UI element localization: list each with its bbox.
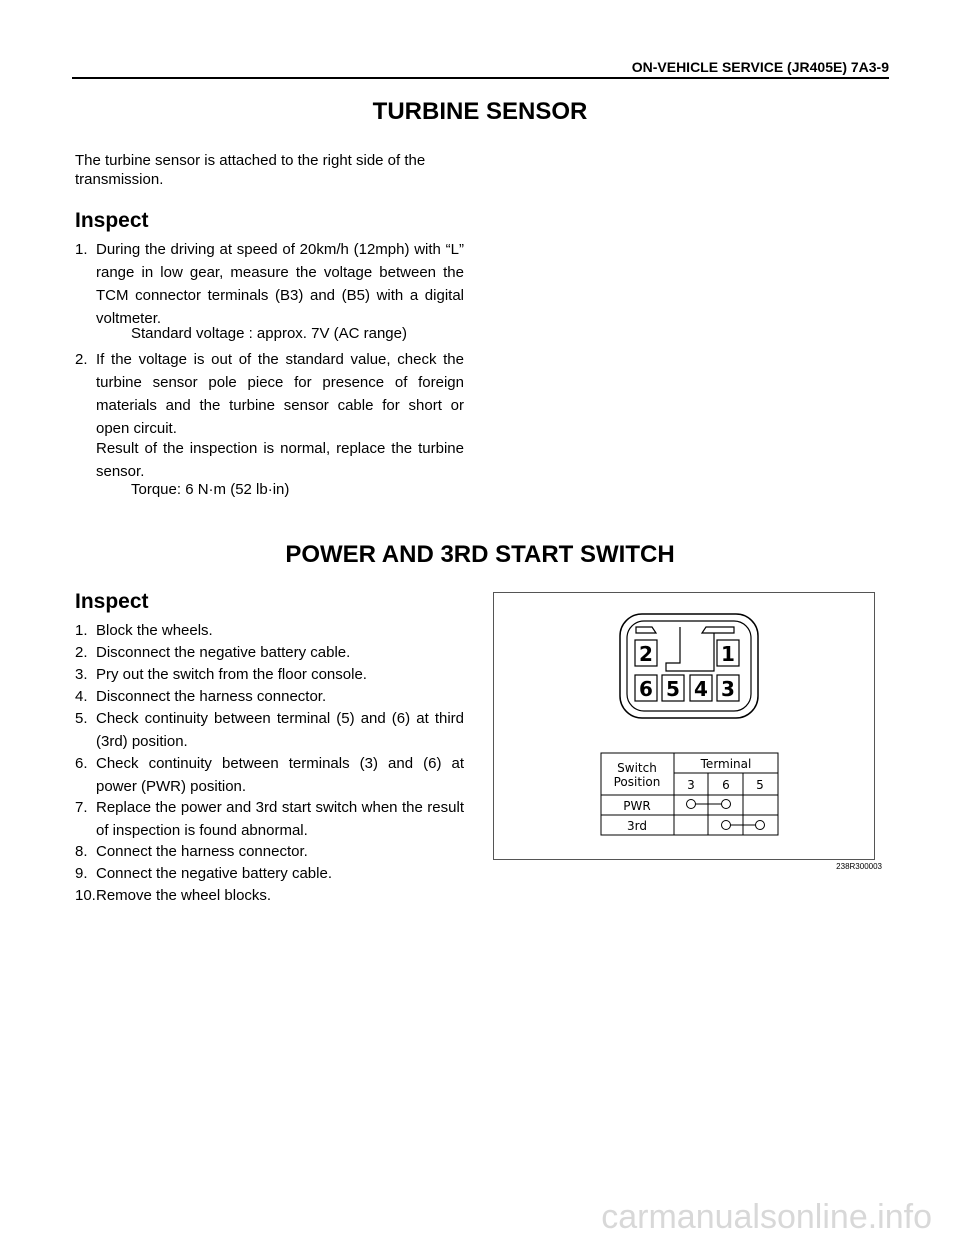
- step-text: Replace the power and 3rd start switch when the result of inspection is found abnormal.: [96, 799, 464, 839]
- step-number: 6.: [75, 755, 88, 772]
- power-step-2: [75, 641, 464, 664]
- pin-label: 1: [721, 642, 735, 666]
- continuity-dot: [722, 821, 731, 830]
- turbine-step-2: [75, 348, 464, 440]
- pin-label: 2: [639, 642, 653, 666]
- step-text: Connect the negative battery cable.: [96, 865, 332, 882]
- step-text: Disconnect the harness connector.: [96, 688, 327, 705]
- step-text: Pry out the switch from the floor console.: [96, 666, 367, 683]
- power-step-8: [75, 840, 464, 863]
- power-step-6: [75, 752, 464, 798]
- step-number: 4.: [75, 688, 88, 705]
- row-label-3rd: 3rd: [627, 819, 647, 833]
- terminal-header: 6: [722, 778, 730, 792]
- turbine-result: [75, 437, 464, 483]
- terminal-header: 5: [756, 778, 764, 792]
- continuity-dot: [756, 821, 765, 830]
- step-number: 1.: [75, 241, 88, 258]
- power-step-10: [75, 884, 464, 907]
- pin-label: 5: [666, 677, 680, 701]
- continuity-dot: [722, 800, 731, 809]
- power-step-4: [75, 685, 464, 708]
- continuity-dot: [687, 800, 696, 809]
- torque-spec: Torque: 6 N·m (52 lb·in): [131, 481, 290, 498]
- pin-label: 4: [694, 677, 708, 701]
- step-number: 2.: [75, 351, 88, 368]
- watermark: carmanualsonline.info: [601, 1198, 932, 1236]
- step-number: 7.: [75, 799, 88, 816]
- step-text: Connect the harness connector.: [96, 843, 308, 860]
- step-text: Disconnect the negative battery cable.: [96, 644, 351, 661]
- step-number: 9.: [75, 865, 88, 882]
- step-text: Check continuity between terminals (3) and (6) at power (PWR) position.: [96, 755, 464, 795]
- latch-right: [702, 627, 734, 633]
- power-step-7: [75, 796, 464, 842]
- step-text: Remove the wheel blocks.: [96, 887, 272, 904]
- step-text: During the driving at speed of 20km/h (12mph) with “L” range in low gear, measure the voltage between the TCM connector terminals (B3) and (B5) with a digital voltmeter.: [96, 241, 464, 327]
- step-number: 2.: [75, 644, 88, 661]
- pin-label: 3: [721, 677, 735, 701]
- switch-label: Switch: [617, 761, 657, 775]
- power-step-5: [75, 707, 464, 753]
- step-number: 5.: [75, 710, 88, 727]
- connector-diagram: [494, 593, 874, 859]
- figure-id: 238R300003: [836, 862, 882, 871]
- power-switch-title: POWER AND 3RD START SWITCH: [285, 541, 675, 568]
- power-step-1: [75, 619, 464, 642]
- turbine-sensor-title: TURBINE SENSOR: [372, 98, 588, 125]
- page-header: ON-VEHICLE SERVICE (JR405E) 7A3-9: [72, 60, 889, 79]
- step-number: 3.: [75, 666, 88, 683]
- result-text: Result of the inspection is normal, replace the turbine sensor.: [96, 440, 464, 480]
- turbine-intro: The turbine sensor is attached to the right side of the transmission.: [75, 152, 426, 188]
- turbine-inspect-heading: Inspect: [75, 209, 149, 232]
- standard-voltage: Standard voltage : approx. 7V (AC range): [131, 325, 407, 342]
- step-text: Check continuity between terminal (5) and (6) at third (3rd) position.: [96, 710, 464, 750]
- latch-left: [636, 627, 656, 633]
- turbine-step-1: [75, 238, 464, 330]
- step-text: If the voltage is out of the standard value, check the turbine sensor pole piece for presence of foreign materials and the turbine sensor cable for short or open circuit.: [96, 351, 464, 437]
- step-number: 10.: [75, 887, 96, 904]
- step-number: 8.: [75, 843, 88, 860]
- power-step-9: [75, 862, 464, 885]
- terminal-header: 3: [687, 778, 695, 792]
- switch-figure: [493, 592, 875, 860]
- position-label: Position: [613, 775, 661, 789]
- pin-label: 6: [639, 677, 653, 701]
- terminal-label: Terminal: [700, 757, 752, 771]
- step-text: Block the wheels.: [96, 622, 213, 639]
- step-number: 1.: [75, 622, 88, 639]
- row-label-pwr: PWR: [623, 799, 651, 813]
- power-step-3: [75, 663, 464, 686]
- power-inspect-heading: Inspect: [75, 590, 149, 613]
